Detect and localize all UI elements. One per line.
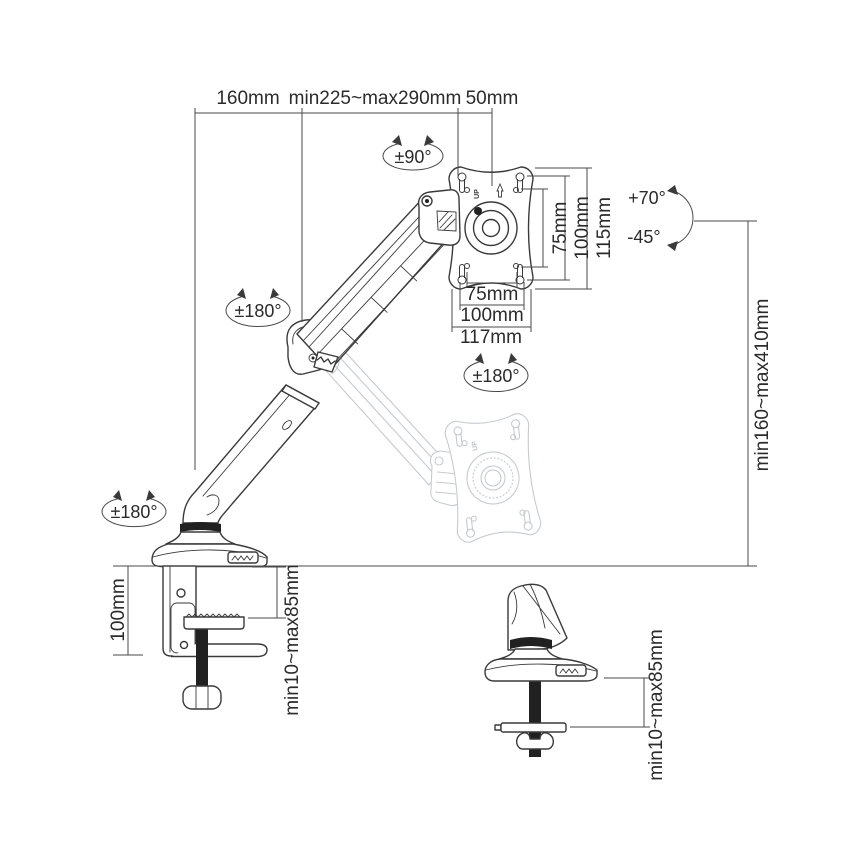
dim-label-vesa-v115: 115mm bbox=[594, 197, 615, 259]
dim-label-arm-reach: min225~max290mm bbox=[288, 88, 462, 109]
arc-arrowhead bbox=[667, 241, 678, 251]
dim-label-vesa-v75: 75mm bbox=[550, 201, 571, 255]
clamp-range-dim bbox=[248, 567, 286, 618]
base-swivel-annotation bbox=[102, 490, 166, 527]
angle-label-head-swivel: ±180° bbox=[472, 366, 520, 386]
grommet-clip-slot bbox=[556, 665, 586, 676]
tilt-annotation bbox=[627, 185, 693, 251]
washer-tab bbox=[495, 725, 501, 730]
head-swivel-annotation bbox=[464, 353, 528, 392]
vesa-plate bbox=[449, 167, 533, 289]
dim-label-clamp-height: 100mm bbox=[108, 578, 129, 642]
angle-label-base-swivel: ±180° bbox=[110, 502, 158, 522]
clamp-pad bbox=[184, 617, 244, 629]
dim-label-height-range: min160~max410mm bbox=[752, 298, 773, 472]
base-collar-ring bbox=[180, 522, 221, 532]
clamp-hole bbox=[181, 642, 188, 649]
tilt-arc bbox=[676, 192, 693, 244]
arc-arrowhead bbox=[667, 185, 678, 195]
ghost-vesa-up-label: UP bbox=[471, 440, 480, 452]
dim-label-vesa-h75: 75mm bbox=[465, 284, 519, 305]
clamp-hole bbox=[177, 589, 185, 597]
head-rotation-annotation bbox=[383, 135, 443, 170]
vesa-up-label: UP bbox=[474, 189, 481, 199]
dim-label-head-depth: 50mm bbox=[465, 88, 519, 109]
angle-label-head-rotation: ±90° bbox=[394, 147, 432, 167]
dim-label-clamp-range: min10~max85mm bbox=[282, 564, 303, 716]
angle-label-tilt-down: -45° bbox=[627, 227, 661, 247]
angle-label-tilt-up: +70° bbox=[628, 188, 666, 208]
head-tilt-bracket bbox=[419, 190, 460, 245]
clamp-screw-shaft bbox=[196, 629, 208, 686]
set-screw bbox=[474, 207, 482, 215]
cable-clip-slot bbox=[228, 552, 258, 563]
height-range-dim bbox=[694, 221, 757, 566]
lower-arm bbox=[183, 385, 319, 523]
base-neck bbox=[166, 532, 235, 544]
dim-label-vesa-h117: 117mm bbox=[460, 327, 522, 348]
dim-label-vesa-h100: 100mm bbox=[460, 305, 524, 326]
grommet-washer-plate bbox=[501, 723, 566, 732]
clamp-knob bbox=[183, 686, 221, 709]
tilt-pivot-dot bbox=[425, 199, 429, 203]
dim-label-grommet-range: min10~max85mm bbox=[646, 629, 667, 781]
angle-label-elbow-swivel: ±180° bbox=[234, 301, 282, 321]
desk-clamp-drawing bbox=[163, 566, 267, 709]
clamp-vertical-plate bbox=[163, 566, 196, 656]
grommet-mount-drawing bbox=[485, 584, 597, 757]
elbow-swivel-annotation bbox=[226, 288, 290, 327]
dim-label-vesa-v100: 100mm bbox=[572, 196, 593, 260]
upper-arm-edge-line bbox=[309, 213, 430, 347]
grommet-range-dim bbox=[570, 678, 650, 727]
dim-label-base-offset: 160mm bbox=[216, 88, 280, 109]
elbow-pivot-dot bbox=[312, 357, 315, 360]
ghost-vesa-plate bbox=[444, 412, 542, 543]
